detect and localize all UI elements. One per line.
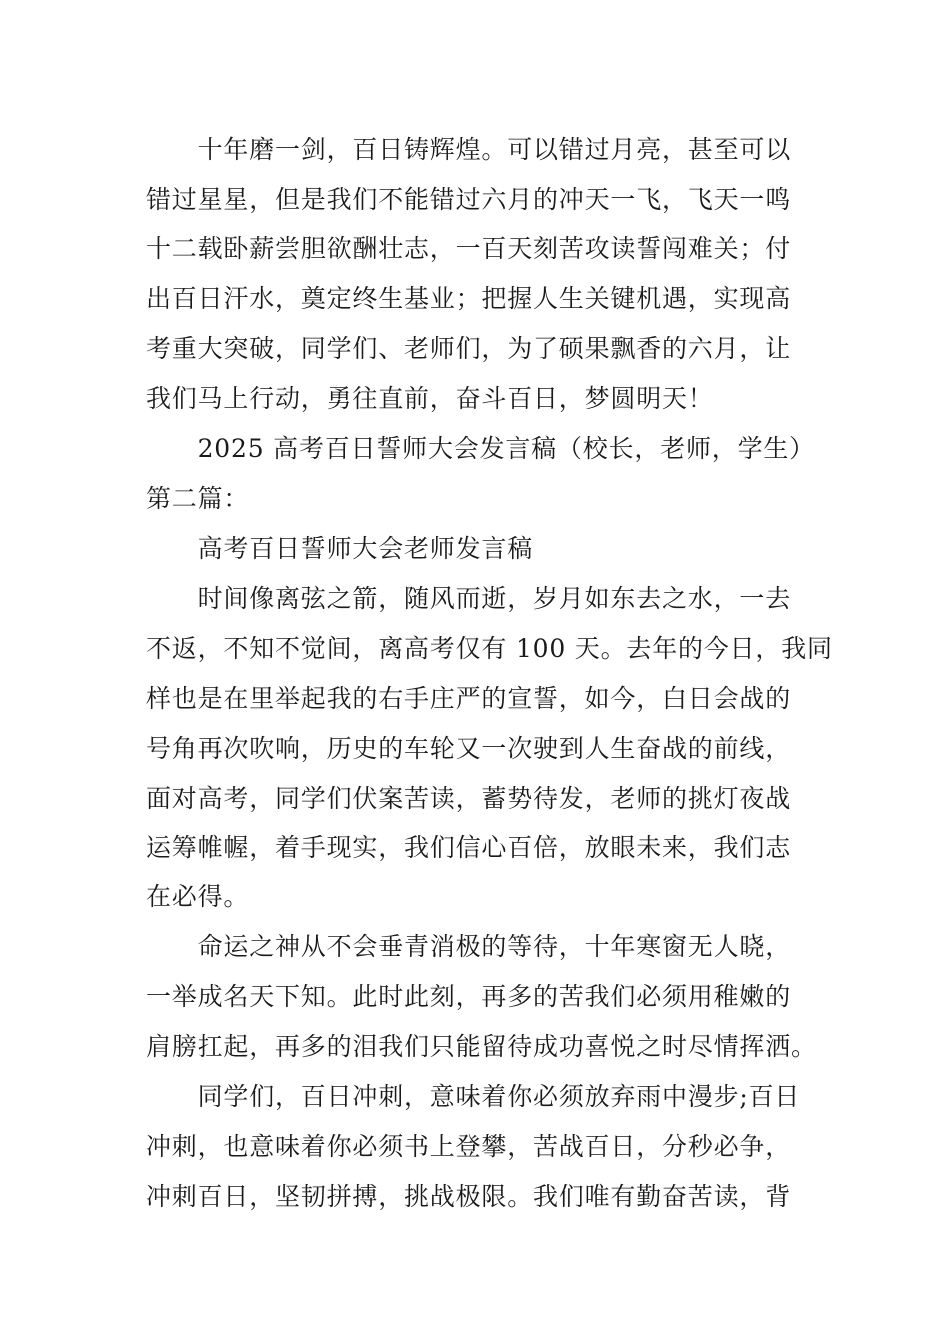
- paragraph-line: 不返，不知不觉间，离高考仅有 100 天。去年的今日，我同: [146, 634, 833, 663]
- paragraph-line: 在必得。: [146, 882, 250, 911]
- paragraph-line: 同学们，百日冲刺，意味着你必须放弃雨中漫步;百日: [146, 1082, 801, 1111]
- section-label: 第二篇：: [146, 484, 250, 513]
- paragraph-line: 号角再次吹响，历史的车轮又一次驶到人生奋战的前线，: [146, 734, 792, 763]
- paragraph-line: 面对高考，同学们伏案苦读，蓄势待发，老师的挑灯夜战: [146, 784, 792, 813]
- paragraph-line: 十二载卧薪尝胆欲酬壮志，一百天刻苦攻读誓闯难关；付: [146, 234, 792, 263]
- paragraph-line: 运筹帷幄，着手现实，我们信心百倍，放眼未来，我们志: [146, 833, 792, 862]
- paragraph-line: 时间像离弦之箭，随风而逝，岁月如东去之水，一去: [146, 584, 792, 613]
- paragraph-line: 样也是在里举起我的右手庄严的宣誓，如今，白日会战的: [146, 684, 792, 713]
- paragraph-line: 考重大突破，同学们、老师们，为了硕果飘香的六月，让: [146, 334, 792, 363]
- paragraph-line: 肩膀扛起，再多的泪我们只能留待成功喜悦之时尽情挥洒。: [146, 1032, 817, 1061]
- section-heading: 2025 高考百日誓师大会发言稿（校长，老师，学生）: [146, 434, 815, 463]
- paragraph-line: 我们马上行动，勇往直前，奋斗百日，梦圆明天！: [146, 384, 714, 413]
- paragraph-line: 一举成名天下知。此时此刻，再多的苦我们必须用稚嫩的: [146, 982, 792, 1011]
- paragraph-line: 命运之神从不会垂青消极的等待，十年寒窗无人晓，: [146, 932, 792, 961]
- article-title: 高考百日誓师大会老师发言稿: [146, 534, 534, 563]
- paragraph-line: 出百日汗水，奠定终生基业；把握人生关键机遇，实现高: [146, 284, 792, 313]
- paragraph-line: 冲刺百日，坚韧拼搏，挑战极限。我们唯有勤奋苦读，背: [146, 1182, 792, 1211]
- paragraph-line: 十年磨一剑，百日铸辉煌。可以错过月亮，甚至可以: [146, 135, 792, 164]
- paragraph-line: 错过星星，但是我们不能错过六月的冲天一飞，飞天一鸣: [146, 185, 792, 214]
- paragraph-line: 冲刺，也意味着你必须书上登攀，苦战百日，分秒必争，: [146, 1132, 792, 1161]
